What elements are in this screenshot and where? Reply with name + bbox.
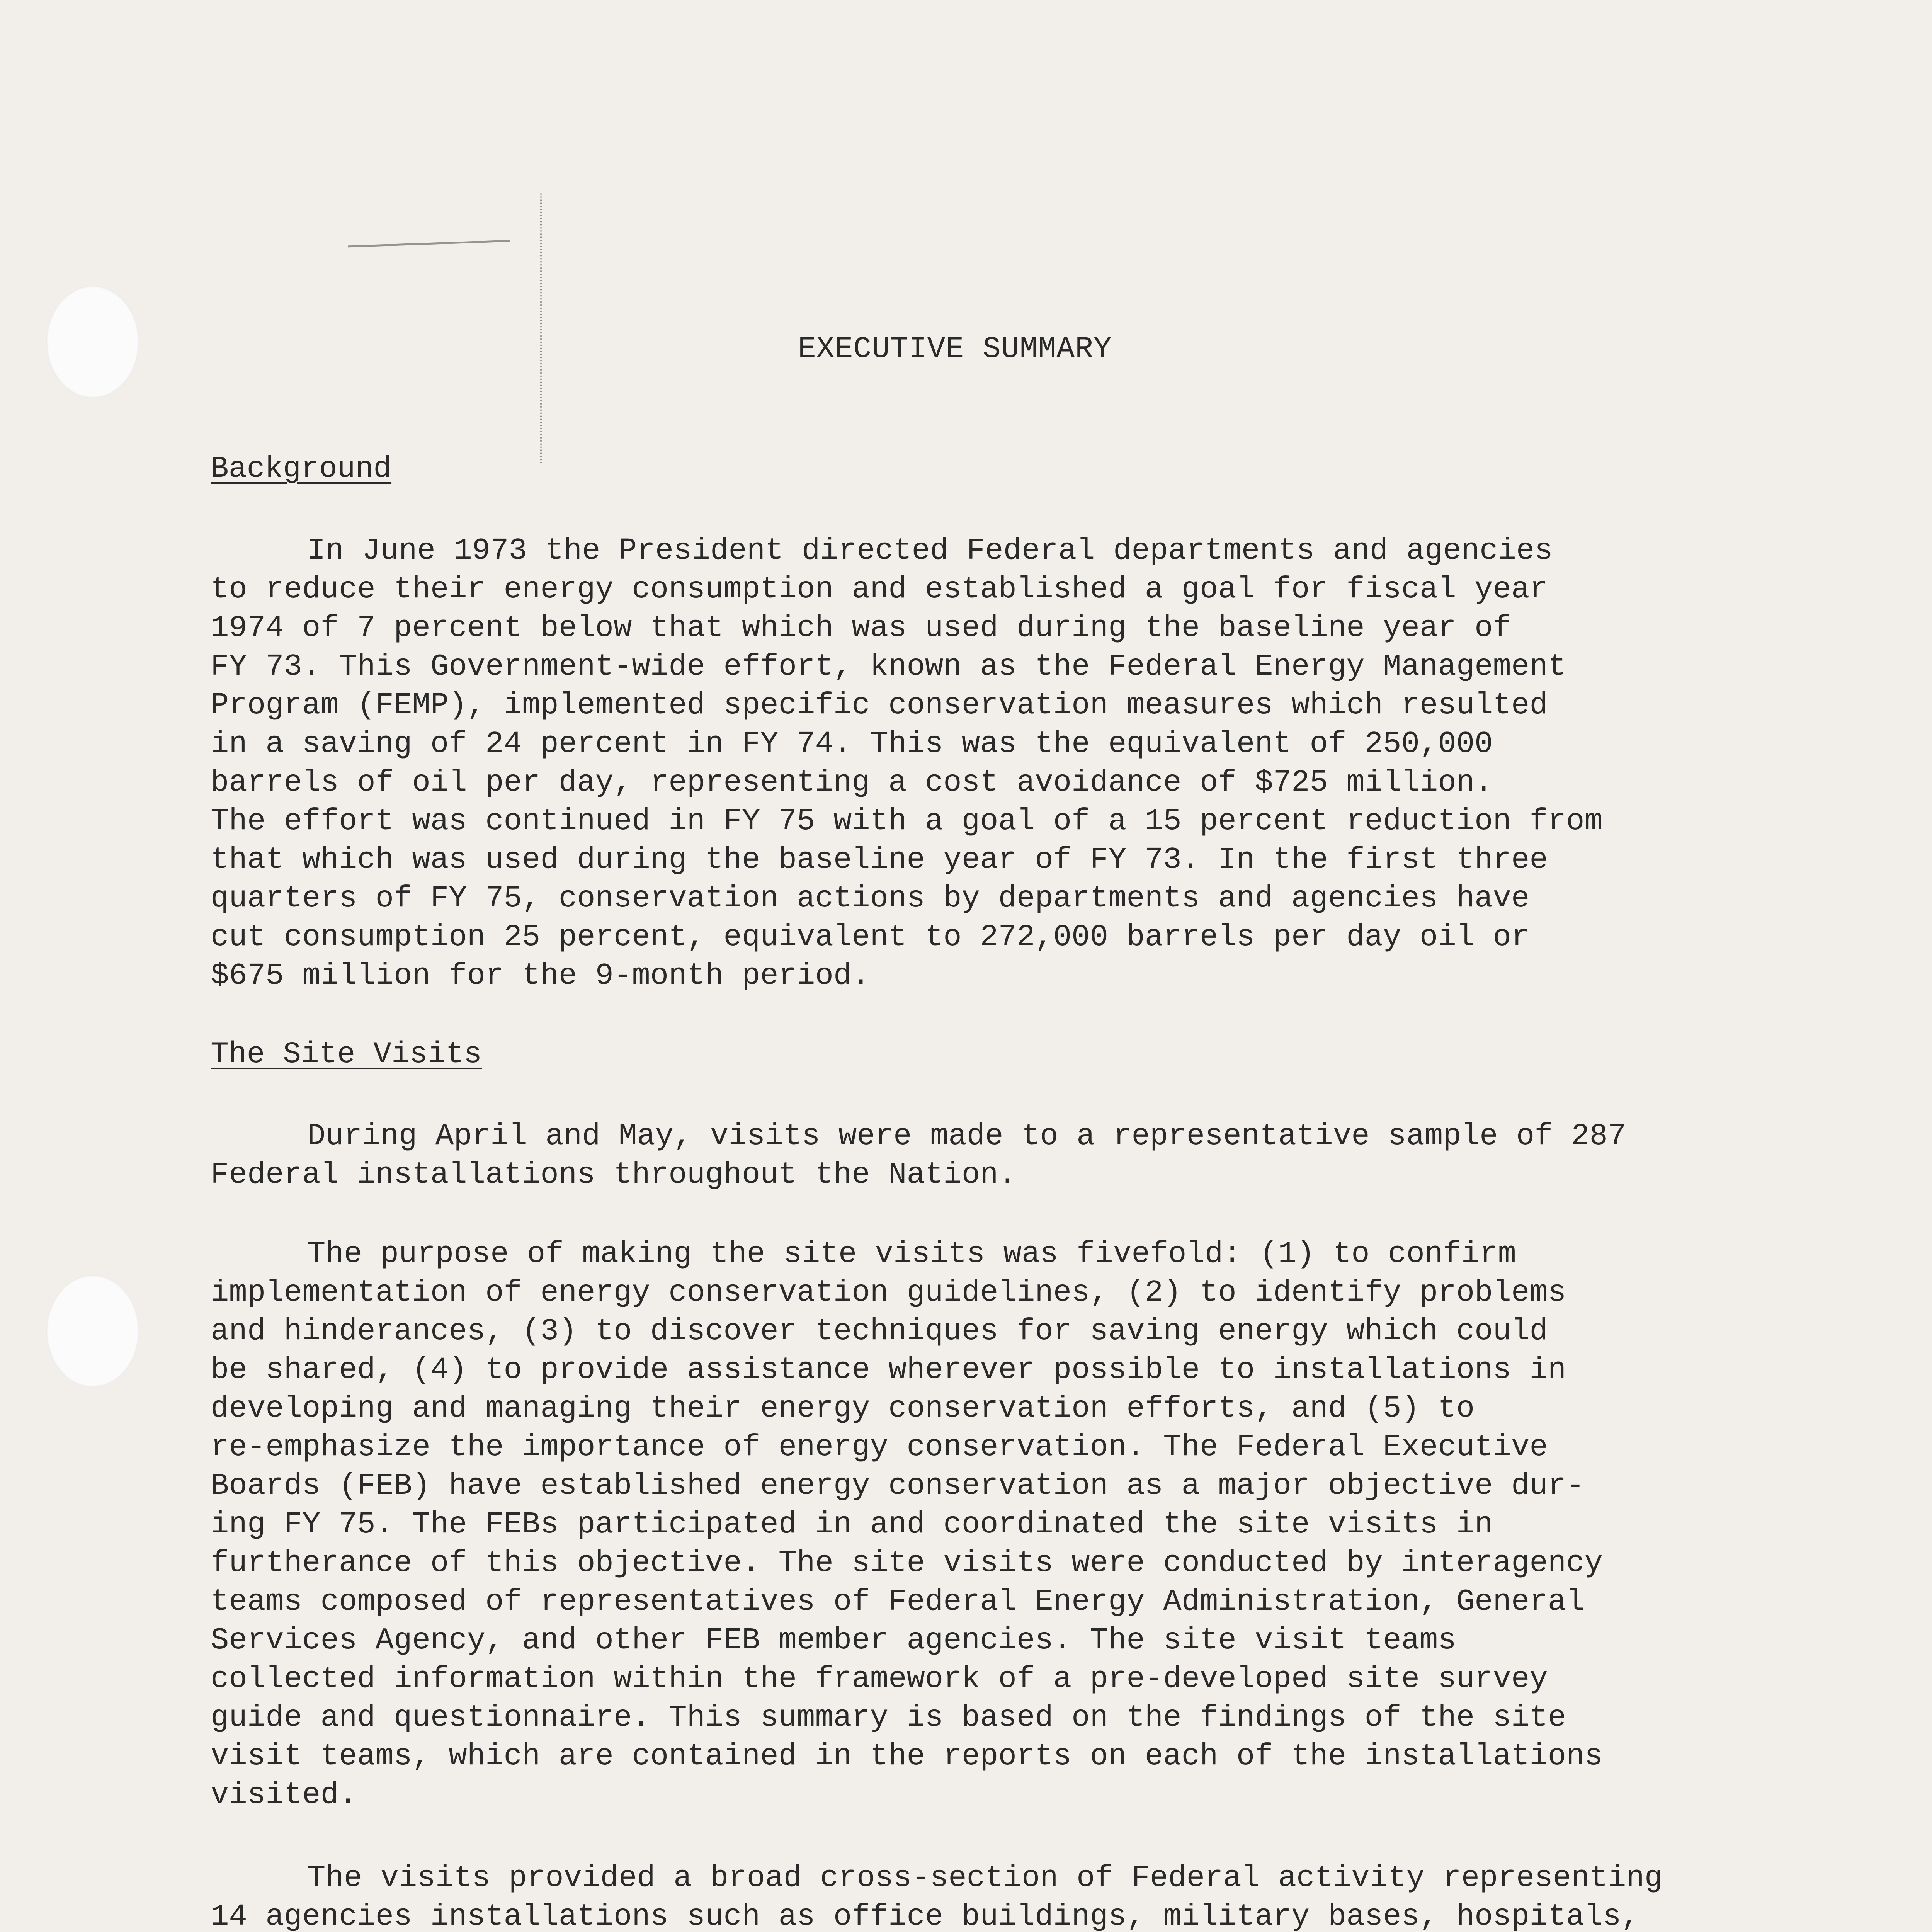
site-visits-paragraph-2: The purpose of making the site visits was fivefold: (1) to confirm implementation of energy conservation guidelines, (2) to identify problems and hinderances, (3) to discover techniques for saving energy which could be shared, (4) to provide assistance wherever possible to installations in developing and managing their energy conservation efforts, and (5) to re-emphasize the importance of energy conservation. The Federal Executive Boards (FEB) have established energy conservation as a major objective dur- ing FY 75. The FEBs participated in and coordinated the site visits in furtherance of this objective. The site visits were conducted by interagency teams composed of representatives of Federal Energy Administration, General Services Agency, and other FEB member agencies. The site visit teams collected information within the framework of a pre-developed site survey guide and questionnaire. This summary is based on the findings of the site visit teams, which are contained in the reports on each of the installations visited. <box>211 1236 1603 1812</box>
section-heading-site-visits: The Site Visits <box>211 1037 482 1071</box>
scan-artifact-vertical <box>540 193 542 464</box>
binder-hole-middle <box>46 1275 139 1387</box>
site-visits-paragraph-1: During April and May, visits were made to a representative sample of 287 Federal installations throughout the Nation. <box>211 1119 1626 1192</box>
site-visits-paragraph-3: The visits provided a broad cross-section of Federal activity representing 14 agencies installations such as office buildings, military bases, hospitals, <box>211 1861 1663 1932</box>
scan-artifact-dash <box>348 240 510 248</box>
background-paragraph: In June 1973 the President directed Federal departments and agencies to reduce their energy consumption and established a goal for fiscal year 1974 of 7 percent below that which was used during the baseline year of FY 73. This Government-wide effort, known as the Federal Energy Management Program (FEMP), implemented specific conservation measures which resulted in a saving of 24 percent in FY 74. This was the equivalent of 250,000 barrels of oil per day, representing a cost avoidance of $725 million. The effort was continued in FY 75 with a goal of a 15 percent reduction from that which was used during the baseline year of FY 73. In the first three quarters of FY 75, conservation actions by departments and agencies have cut consumption 25 percent, equivalent to 272,000 barrels per day oil or $675 million for the 9-month period. <box>211 533 1603 993</box>
document-title: EXECUTIVE SUMMARY <box>798 332 1112 366</box>
section-heading-background: Background <box>211 452 392 486</box>
binder-hole-top <box>46 286 139 398</box>
